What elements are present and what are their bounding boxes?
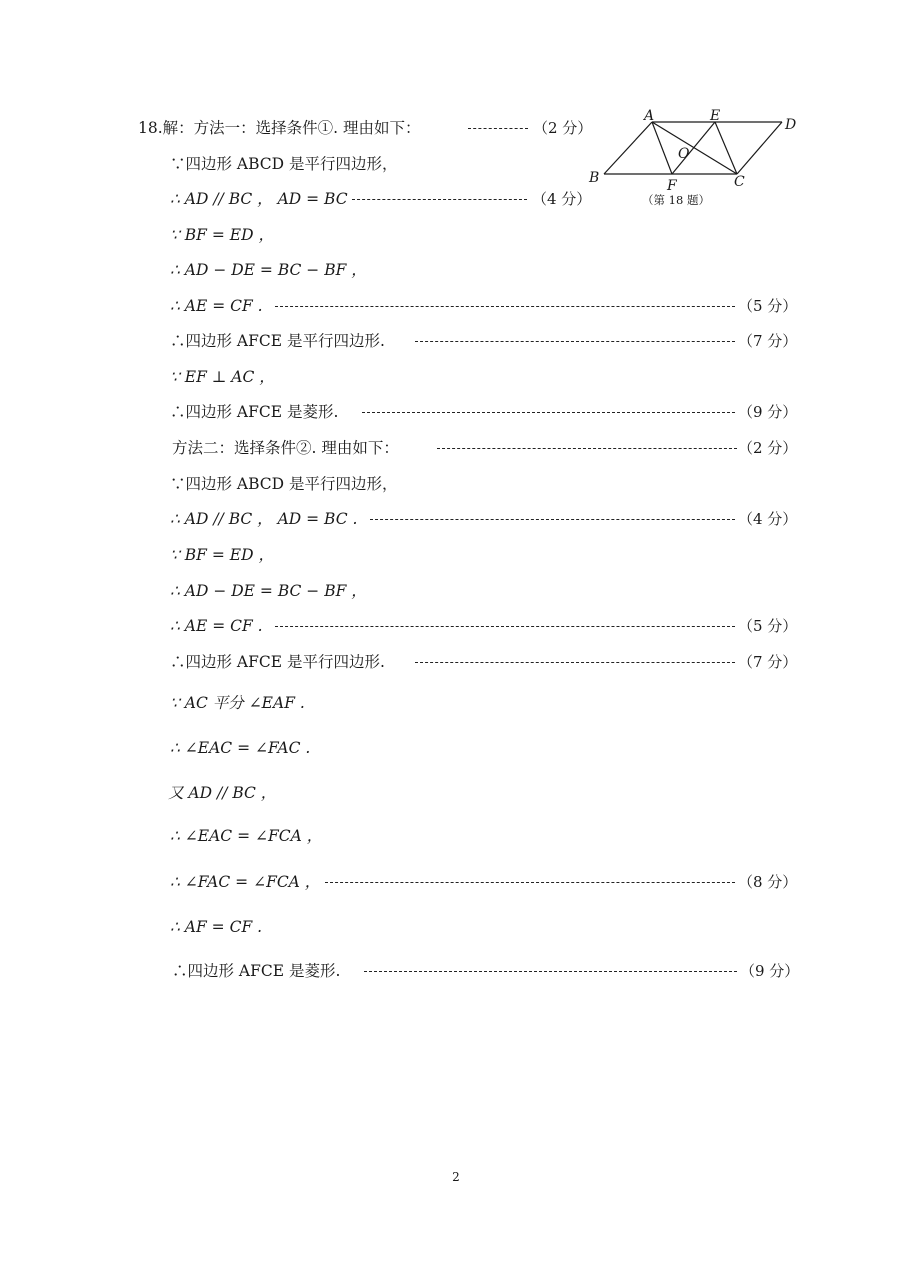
score-leader [437,448,737,449]
label-c: C [734,174,745,190]
score-label: （4 分） [532,190,592,208]
solution-intro: 解：方法一：选择条件①. 理由如下： [162,119,421,137]
proof-line: ∵ BF = ED ， [170,226,274,244]
segment-ac [652,122,737,174]
proof-line: ∴ ∠FAC = ∠FCA ， （8 分） [170,873,798,891]
proof-line: ∴ AD − DE = BC − BF ， [170,261,367,279]
proof-line: ∵ BF = ED ， [170,546,274,564]
score-leader [275,306,735,307]
edge-ba [604,122,652,174]
score-leader [468,128,528,129]
segment-ec [715,122,737,174]
score-label: （5 分） [738,297,798,315]
proof-line: ∵四边形 ABCD 是平行四边形， [170,155,398,173]
score-label: （2 分） [738,439,798,457]
proof-line: ∵四边形 ABCD 是平行四边形， [170,475,398,493]
score-label: （2 分） [533,119,593,137]
score-label: （7 分） [738,653,798,671]
score-leader [370,519,735,520]
score-label: （9 分） [740,962,800,980]
proof-line: ∴四边形 AFCE 是平行四边形. （7 分） [170,332,798,350]
label-d: D [785,117,797,133]
proof-line: ∵ EF ⊥ AC ， [170,368,275,386]
proof-line: ∴ AE = CF . （5 分） [170,617,798,635]
score-leader [415,662,735,663]
proof-line: ∵ AC 平分 ∠EAF . [170,694,305,712]
score-label: （9 分） [738,403,798,421]
proof-line: ∴ AD // BC ， AD = BC （4 分） [170,190,592,208]
proof-line: ∴四边形 AFCE 是菱形. （9 分） [172,962,800,980]
edge-dc [737,122,782,174]
page-number: 2 [452,1170,460,1184]
label-e: E [710,108,721,124]
score-label: （5 分） [738,617,798,635]
proof-line: ∴ AE = CF . （5 分） [170,297,798,315]
label-b: B [589,170,600,186]
score-leader [362,412,735,413]
label-a: A [644,108,655,124]
score-label: （4 分） [738,510,798,528]
score-leader [325,882,735,883]
proof-line: 又 AD // BC ， [168,784,277,802]
score-leader [415,341,735,342]
label-f: F [667,178,677,194]
score-leader [364,971,737,972]
parallelogram-figure [582,104,812,210]
method2-header-line: 方法二：选择条件②. 理由如下： （2 分） [172,439,798,457]
proof-line: ∴ AD − DE = BC − BF ， [170,582,367,600]
proof-line: ∴ ∠EAC = ∠FCA ， [170,827,323,845]
proof-line: ∴四边形 AFCE 是平行四边形. （7 分） [170,653,798,671]
proof-line: ∴四边形 AFCE 是菱形. （9 分） [170,403,798,421]
proof-line: ∴ ∠EAC = ∠FAC . [170,739,311,757]
segment-af [652,122,672,174]
problem-number: 18. [138,119,163,137]
score-leader [352,199,527,200]
parallelogram-diagram [582,104,812,194]
figure-caption: （第 18 题） [642,193,710,207]
proof-line: ∴ AD // BC ， AD = BC . （4 分） [170,510,798,528]
solution-header-line [138,117,593,139]
proof-line: ∴ AF = CF . [170,918,263,936]
score-label: （7 分） [738,332,798,350]
score-leader [275,626,735,627]
label-o: O [678,146,690,162]
score-label: （8 分） [738,873,798,891]
